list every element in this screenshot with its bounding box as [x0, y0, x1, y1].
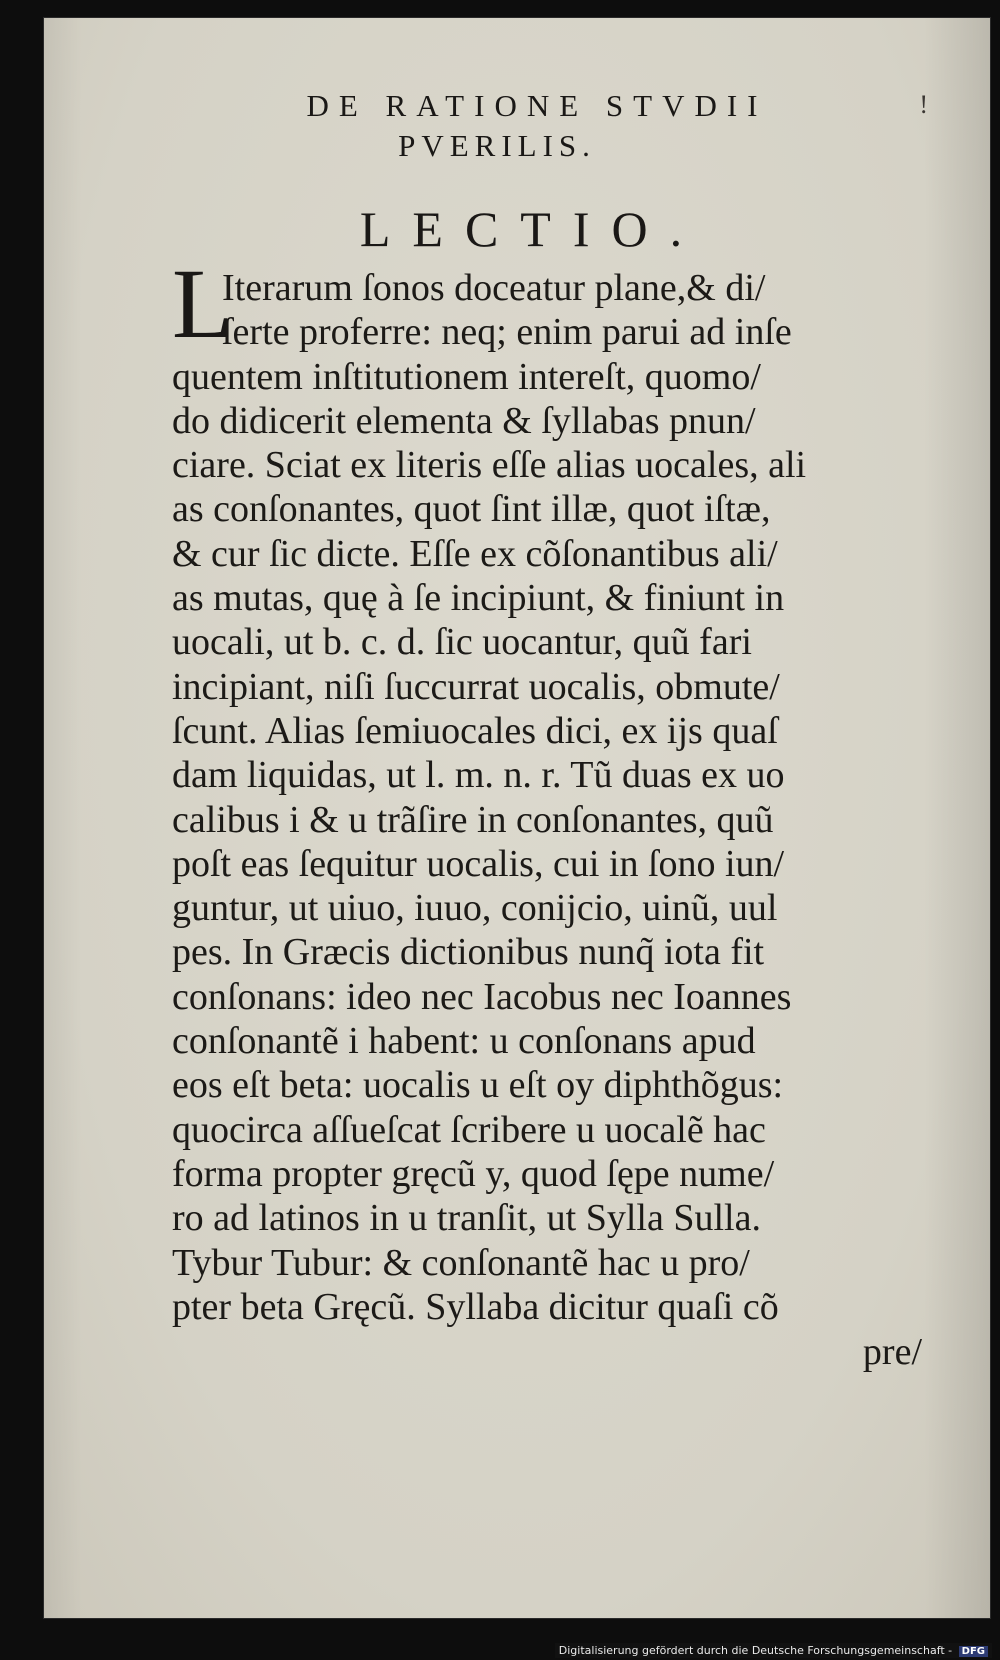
- text-line: calibus i & u trãſire in conſonantes, quũ: [172, 798, 774, 841]
- text-line: poſt eas ſequitur uocalis, cui in ſono iun/: [172, 842, 785, 885]
- running-head-line-2: PVERILIS.: [398, 128, 596, 163]
- text-line: as conſonantes, quot ſint illæ, quot iſtæ,: [172, 488, 771, 531]
- running-head-line-1: DE RATIONE STVDII: [306, 88, 768, 123]
- credit-text: Digitalisierung gefördert durch die Deutsche Forschungsgemeinschaft -: [558, 1644, 953, 1657]
- text-line: conſonantẽ i habent: u conſonans apud: [172, 1020, 756, 1063]
- text-line: incipiant, niſi ſuccurrat uocalis, obmute/: [172, 665, 780, 708]
- digitization-credit: [555, 1643, 992, 1658]
- text-line: Iterarum ſonos doceatur plane,& di/: [222, 267, 766, 309]
- text-line: forma propter gręcũ y, quod ſępe nume/: [172, 1152, 775, 1195]
- text-line: ſerte proferre: neq; enim parui ad inſe: [222, 311, 792, 354]
- text-line: ciare. Sciat ex literis eſſe alias uocales, ali: [172, 444, 807, 487]
- running-head: [44, 86, 990, 166]
- text-line: ſcunt. Alias ſemiuocales dici, ex ijs quaſ: [172, 709, 778, 752]
- text-line: quocirca aſſueſcat ſcribere u uocalẽ hac: [172, 1108, 766, 1151]
- text-line: pes. In Græcis dictionibus nunq̃ iota fit: [172, 931, 765, 974]
- text-line: quentem inſtitutionem intereſt, quomo/: [172, 355, 761, 398]
- text-line: conſonans: ideo nec Iacobus nec Ioannes: [172, 975, 792, 1018]
- text-line: uocali, ut b. c. d. ſic uocantur, quũ fari: [172, 621, 752, 664]
- text-line: pter beta Gręcũ. Syllaba dicitur quaſi cõ: [172, 1285, 779, 1328]
- text-line: eos eſt beta: uocalis u eſt oy diphthõgus:: [172, 1064, 784, 1107]
- text-line: ro ad latinos in u tranſit, ut Sylla Sulla.: [172, 1197, 761, 1240]
- drop-cap: L: [172, 248, 234, 359]
- dfg-logo: DFG: [959, 1646, 988, 1657]
- text-line: dam liquidas, ut l. m. n. r. Tũ duas ex uo: [172, 754, 785, 797]
- page-mark: !: [919, 90, 928, 119]
- catchword: pre/: [862, 1331, 922, 1373]
- text-line: guntur, ut uiuo, iuuo, conijcio, uinũ, uul: [172, 887, 778, 930]
- text-line: do didicerit elementa & ſyllabas pnun/: [172, 399, 756, 442]
- text-line: Tybur Tubur: & conſonantẽ hac u pro/: [172, 1241, 750, 1284]
- text-line: as mutas, quę à ſe incipiunt, & finiunt in: [172, 577, 785, 620]
- text-line: & cur ſic dicte. Eſſe ex cõſonantibus ali/: [172, 532, 778, 575]
- body-text: [172, 266, 952, 1329]
- section-title: LECTIO.: [359, 201, 705, 257]
